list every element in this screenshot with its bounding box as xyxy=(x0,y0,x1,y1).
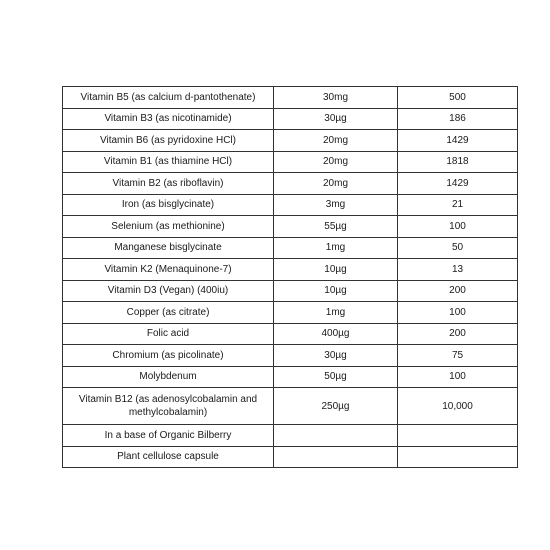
nrv-cell: 500 xyxy=(398,87,518,109)
ingredient-cell: In a base of Organic Bilberry xyxy=(63,425,274,447)
ingredient-cell: Plant cellulose capsule xyxy=(63,446,274,468)
table-row xyxy=(63,366,518,388)
table-row xyxy=(63,194,518,216)
table-row xyxy=(63,237,518,259)
ingredient-cell: Vitamin D3 (Vegan) (400iu) xyxy=(63,280,274,302)
nrv-cell: 21 xyxy=(398,194,518,216)
table-row xyxy=(63,388,518,425)
amount-cell xyxy=(274,446,398,468)
table-row xyxy=(63,280,518,302)
table-row xyxy=(63,259,518,281)
ingredient-cell: Chromium (as picolinate) xyxy=(63,345,274,367)
table-row xyxy=(63,302,518,324)
nrv-cell: 10,000 xyxy=(398,388,518,425)
nrv-cell xyxy=(398,425,518,447)
ingredient-cell: Vitamin B3 (as nicotinamide) xyxy=(63,108,274,130)
ingredient-cell: Vitamin B5 (as calcium d-pantothenate) xyxy=(63,87,274,109)
table-row xyxy=(63,345,518,367)
amount-cell: 30mg xyxy=(274,87,398,109)
amount-cell: 3mg xyxy=(274,194,398,216)
table-row xyxy=(63,87,518,109)
ingredient-cell: Vitamin K2 (Menaquinone-7) xyxy=(63,259,274,281)
ingredient-cell: Copper (as citrate) xyxy=(63,302,274,324)
amount-cell: 30µg xyxy=(274,108,398,130)
nrv-cell: 186 xyxy=(398,108,518,130)
nrv-cell: 100 xyxy=(398,366,518,388)
ingredient-cell: Iron (as bisglycinate) xyxy=(63,194,274,216)
ingredient-cell: Vitamin B1 (as thiamine HCl) xyxy=(63,151,274,173)
table-row xyxy=(63,151,518,173)
table-row xyxy=(63,216,518,238)
ingredient-cell: Vitamin B12 (as adenosylcobalamin and methylcobalamin) xyxy=(63,388,274,425)
nrv-cell: 13 xyxy=(398,259,518,281)
amount-cell: 55µg xyxy=(274,216,398,238)
nutrition-table xyxy=(62,86,518,468)
ingredient-cell: Folic acid xyxy=(63,323,274,345)
ingredient-cell: Molybdenum xyxy=(63,366,274,388)
ingredient-cell: Manganese bisglycinate xyxy=(63,237,274,259)
nrv-cell: 50 xyxy=(398,237,518,259)
nrv-cell: 1429 xyxy=(398,173,518,195)
amount-cell: 400µg xyxy=(274,323,398,345)
ingredient-cell: Selenium (as methionine) xyxy=(63,216,274,238)
amount-cell: 1mg xyxy=(274,237,398,259)
nrv-cell: 200 xyxy=(398,280,518,302)
nrv-cell: 100 xyxy=(398,302,518,324)
ingredient-cell: Vitamin B2 (as riboflavin) xyxy=(63,173,274,195)
table-row xyxy=(63,108,518,130)
amount-cell: 50µg xyxy=(274,366,398,388)
ingredient-cell: Vitamin B6 (as pyridoxine HCl) xyxy=(63,130,274,152)
table-row xyxy=(63,130,518,152)
amount-cell: 20mg xyxy=(274,130,398,152)
amount-cell: 30µg xyxy=(274,345,398,367)
nrv-cell: 200 xyxy=(398,323,518,345)
nrv-cell: 75 xyxy=(398,345,518,367)
table-row xyxy=(63,173,518,195)
amount-cell xyxy=(274,425,398,447)
amount-cell: 20mg xyxy=(274,173,398,195)
amount-cell: 10µg xyxy=(274,280,398,302)
table-row xyxy=(63,425,518,447)
amount-cell: 20mg xyxy=(274,151,398,173)
nrv-cell: 1818 xyxy=(398,151,518,173)
amount-cell: 10µg xyxy=(274,259,398,281)
nrv-cell: 1429 xyxy=(398,130,518,152)
table-row xyxy=(63,323,518,345)
amount-cell: 250µg xyxy=(274,388,398,425)
amount-cell: 1mg xyxy=(274,302,398,324)
table-row xyxy=(63,446,518,468)
nrv-cell: 100 xyxy=(398,216,518,238)
nrv-cell xyxy=(398,446,518,468)
